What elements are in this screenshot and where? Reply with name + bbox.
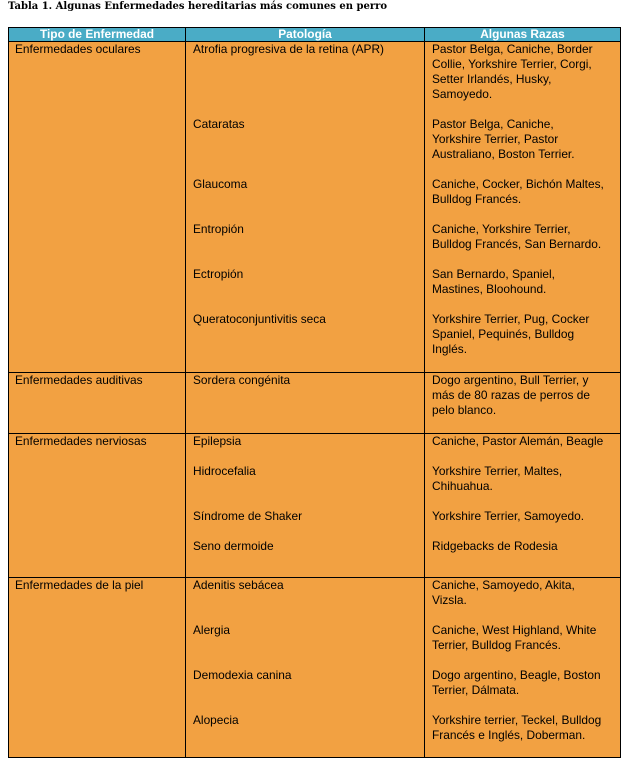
breeds-line: Bulldog Francés. (432, 192, 522, 206)
table-row (9, 373, 621, 434)
header-row (9, 28, 621, 42)
header-breeds: Algunas Razas (425, 28, 621, 42)
pathology-entry (193, 267, 420, 297)
disease-type-cell: Enfermedades auditivas (9, 373, 186, 434)
pathology-label: Alopecia (193, 713, 239, 727)
breeds-line: Samoyedo. (432, 87, 493, 101)
table-row (9, 578, 621, 758)
breeds-line: Caniche, Samoyedo, Akita, (432, 578, 575, 592)
breeds-cell (425, 578, 621, 758)
breeds-line: Pastor Belga, Caniche, (432, 117, 554, 131)
breeds-entry (432, 623, 616, 653)
breeds-line: Yorkshire Terrier, Maltes, (432, 464, 563, 478)
pathology-entry (193, 464, 420, 494)
pathology-label: Seno dermoide (193, 539, 274, 553)
breeds-entry (432, 434, 616, 449)
breeds-line: Yorkshire terrier, Teckel, Bulldog (432, 713, 602, 727)
pathology-label: Atrofia progresiva de la retina (APR) (193, 42, 384, 56)
breeds-line: Inglés. (432, 342, 468, 356)
pathology-entry (193, 117, 420, 162)
breeds-line: Collie, Yorkshire Terrier, Corgi, (432, 57, 592, 71)
table-row (9, 42, 621, 373)
pathology-label: Sordera congénita (193, 373, 291, 387)
breeds-cell (425, 434, 621, 578)
disease-type-cell: Enfermedades nerviosas (9, 434, 186, 578)
breeds-line: Francés e Inglés, Doberman. (432, 728, 586, 742)
breeds-entry (432, 509, 616, 524)
pathology-label: Síndrome de Shaker (193, 509, 303, 523)
breeds-entry (432, 373, 616, 418)
breeds-entry (432, 222, 616, 252)
pathology-label: Alergia (193, 623, 231, 637)
pathology-label: Epilepsia (193, 434, 242, 448)
breeds-entry (432, 42, 616, 102)
breeds-line: Terrier, Bulldog Francés. (432, 638, 561, 652)
breeds-line: Pastor Belga, Caniche, Border (432, 42, 593, 56)
breeds-line: Yorkshire Terrier, Pastor (432, 132, 559, 146)
disease-type-cell: Enfermedades de la piel (9, 578, 186, 758)
breeds-line: Caniche, Cocker, Bichón Maltes, (432, 177, 604, 191)
header-pathology: Patología (186, 28, 425, 42)
breeds-line: Caniche, West Highland, White (432, 623, 597, 637)
pathology-label: Adenitis sebácea (193, 578, 284, 592)
breeds-entry (432, 713, 616, 743)
pathology-cell (186, 578, 425, 758)
pathology-entry (193, 312, 420, 357)
pathology-entry (193, 623, 420, 653)
breeds-line: Caniche, Yorkshire Terrier, (432, 222, 571, 236)
breeds-entry (432, 117, 616, 162)
pathology-entry (193, 668, 420, 698)
pathology-label: Cataratas (193, 117, 245, 131)
pathology-label: Entropión (193, 222, 244, 236)
pathology-entry (193, 434, 420, 449)
breeds-line: Chihuahua. (432, 479, 493, 493)
pathology-entry (193, 578, 420, 608)
table-caption: Tabla 1. Algunas Enfermedades hereditarias más comunes en perro (8, 1, 388, 12)
pathology-label: Ectropión (193, 267, 244, 281)
breeds-cell (425, 42, 621, 373)
breeds-line: Bulldog Francés, San Bernardo. (432, 237, 602, 251)
breeds-entry (432, 312, 616, 357)
pathology-cell (186, 373, 425, 434)
breeds-line: Caniche, Pastor Alemán, Beagle (432, 434, 604, 448)
breeds-line: Terrier, Dálmata. (432, 683, 520, 697)
pathology-cell (186, 42, 425, 373)
breeds-entry (432, 177, 616, 207)
pathology-label: Demodexia canina (193, 668, 292, 682)
breeds-entry (432, 267, 616, 297)
breeds-entry (432, 578, 616, 608)
breeds-line: Ridgebacks de Rodesia (432, 539, 558, 553)
diseases-table (8, 27, 621, 758)
table-row (9, 434, 621, 578)
breeds-cell (425, 373, 621, 434)
breeds-line: Mastines, Bloohound. (432, 282, 547, 296)
breeds-line: más de 80 razas de perros de (432, 388, 590, 402)
pathology-cell (186, 434, 425, 578)
header-type: Tipo de Enfermedad (9, 28, 186, 42)
breeds-line: Spaniel, Pequinés, Bulldog (432, 327, 575, 341)
breeds-line: Dogo argentino, Beagle, Boston (432, 668, 601, 682)
pathology-label: Hidrocefalia (193, 464, 256, 478)
breeds-line: Dogo argentino, Bull Terrier, y (432, 373, 589, 387)
pathology-entry (193, 177, 420, 207)
breeds-entry (432, 668, 616, 698)
breeds-line: pelo blanco. (432, 403, 497, 417)
pathology-entry (193, 509, 420, 524)
breeds-line: Yorkshire Terrier, Samoyedo. (432, 509, 585, 523)
breeds-line: San Bernardo, Spaniel, (432, 267, 555, 281)
breeds-line: Australiano, Boston Terrier. (432, 147, 575, 161)
breeds-line: Vizsla. (432, 593, 467, 607)
pathology-entry (193, 373, 420, 418)
pathology-entry (193, 222, 420, 252)
breeds-entry (432, 464, 616, 494)
pathology-entry (193, 713, 420, 743)
pathology-label: Glaucoma (193, 177, 248, 191)
pathology-entry (193, 42, 420, 102)
pathology-label: Queratoconjuntivitis seca (193, 312, 326, 326)
breeds-line: Setter Irlandés, Husky, (432, 72, 552, 86)
disease-type-cell: Enfermedades oculares (9, 42, 186, 373)
pathology-entry (193, 539, 420, 554)
breeds-entry (432, 539, 616, 554)
breeds-line: Yorkshire Terrier, Pug, Cocker (432, 312, 590, 326)
